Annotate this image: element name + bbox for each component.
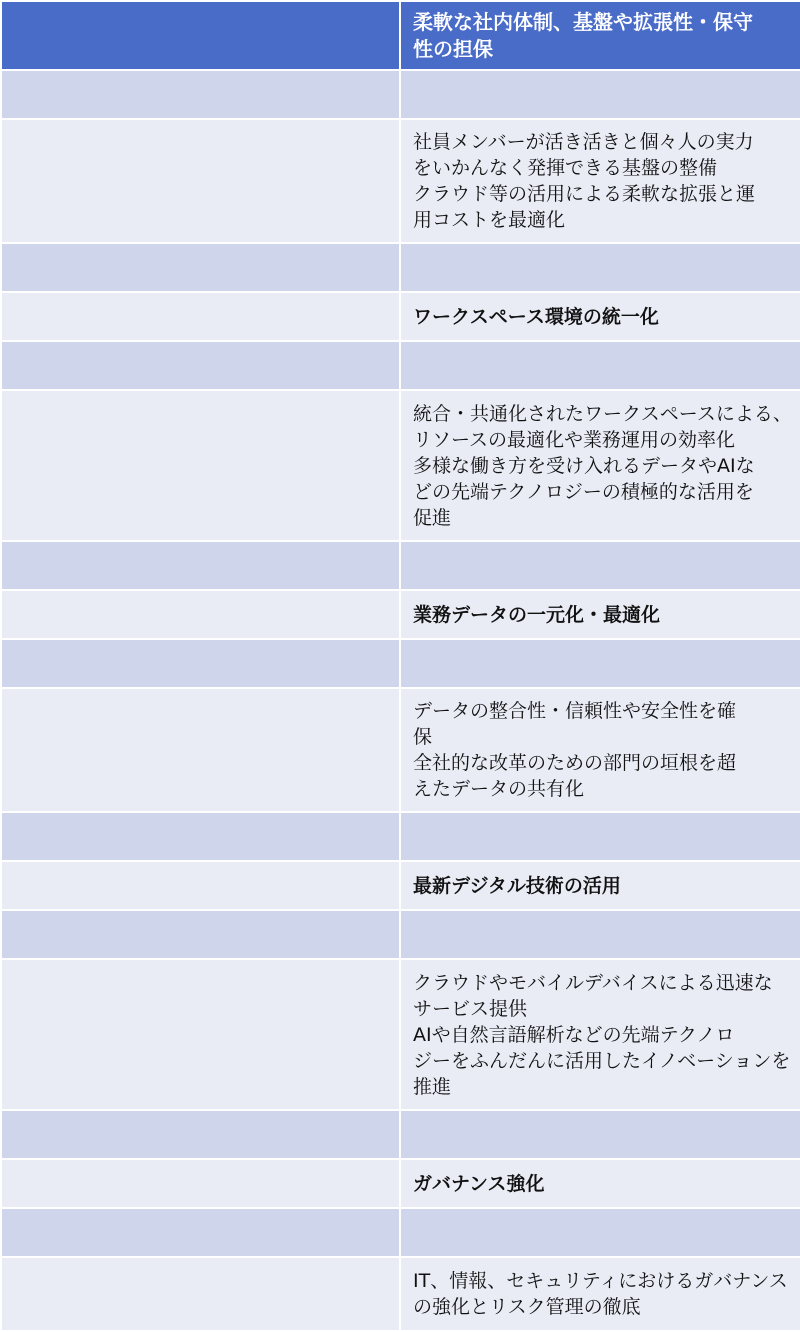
row-label-cell [1,541,400,590]
body-text-line: 用コストを最適化 [413,209,566,231]
row-text-cell [400,70,800,119]
body-text-line: サービス提供 [413,997,528,1020]
row-text-cell [400,1208,800,1257]
row-label-cell [1,1159,400,1208]
section-heading-cell [400,292,800,341]
body-text-line: データの整合性・信頼性や安全性を確 [413,700,737,722]
section-heading-cell [400,1159,800,1208]
table-row [1,541,800,590]
table-row [1,1257,800,1331]
row-text-cell [400,1110,800,1159]
table-row [1,390,800,541]
table-row [1,910,800,959]
row-label-cell [1,812,400,861]
row-label-cell [1,959,400,1110]
row-text-cell [400,243,800,292]
row-label-cell [1,292,400,341]
section-heading-cell [400,590,800,639]
body-text-line: 全社的な改革のための部門の垣根を超 [413,752,737,774]
row-label-cell [1,119,400,243]
header-cell-title [400,1,800,70]
body-text-line: 統合・共通化されたワークスペースによる、 [413,402,792,425]
row-text-cell [400,639,800,688]
row-text-cell [400,119,800,243]
table-row [1,959,800,1110]
row-label-cell [1,688,400,812]
row-label-cell [1,861,400,910]
body-text-line: クラウド等の活用による柔軟な拡張と運 [413,183,756,205]
table-row [1,1110,800,1159]
row-label-cell [1,1208,400,1257]
body-text-line: AIや自然言語解析などの先端テクノロ [413,1023,735,1046]
table-row [1,70,800,119]
row-label-cell [1,1110,400,1159]
table-row [1,861,800,910]
body-text-line: の強化とリスク管理の徹底 [413,1296,641,1318]
table-row [1,341,800,390]
body-text-line: をいかんなく発揮できる基盤の整備 [413,157,718,179]
table-row [1,1159,800,1208]
body-text-line: 推進 [413,1075,452,1098]
table-row [1,639,800,688]
table-row [1,243,800,292]
table-row [1,688,800,812]
row-text-cell [400,688,800,812]
row-text-cell [400,812,800,861]
section-heading: ガバナンス強化 [413,1172,545,1195]
body-text-line: えたデータの共有化 [413,778,585,800]
table-header-row [1,1,800,70]
header-cell-left [1,1,400,70]
row-text-cell [400,1257,800,1331]
body-text-line: どの先端テクノロジーの積極的な活用を [413,480,754,503]
body-text-line: 社員メンバーが活き活きと個々人の実力 [413,131,754,153]
row-text-cell [400,341,800,390]
section-heading-cell [400,861,800,910]
body-text-line: ジーをふんだんに活用したイノベーションを [413,1049,791,1072]
body-text-line: 多様な働き方を受け入れるデータやAIな [413,454,755,477]
table-row [1,590,800,639]
header-title-line: 柔軟な社内体制、基盤や拡張性・保守 [413,9,753,34]
row-label-cell [1,1257,400,1331]
row-text-cell [400,910,800,959]
body-text-line: クラウドやモバイルデバイスによる迅速な [413,971,773,994]
row-label-cell [1,70,400,119]
row-text-cell [400,541,800,590]
row-label-cell [1,590,400,639]
table-row [1,1208,800,1257]
section-heading: ワークスペース環境の統一化 [413,305,659,328]
section-heading: 業務データの一元化・最適化 [413,603,661,626]
header-title-line: 性の担保 [413,36,493,61]
row-text-cell [400,959,800,1110]
row-label-cell [1,390,400,541]
section-heading: 最新デジタル技術の活用 [413,874,621,897]
row-label-cell [1,639,400,688]
table-row [1,292,800,341]
body-text-line: IT、情報、セキュリティにおけるガバナンス [413,1270,788,1292]
table-row [1,119,800,243]
row-label-cell [1,243,400,292]
body-text-line: リソースの最適化や業務運用の効率化 [413,428,736,451]
table-row [1,812,800,861]
row-label-cell [1,341,400,390]
body-text-line: 保 [413,726,433,748]
row-label-cell [1,910,400,959]
row-text-cell [400,390,800,541]
body-text-line: 促進 [413,506,452,529]
